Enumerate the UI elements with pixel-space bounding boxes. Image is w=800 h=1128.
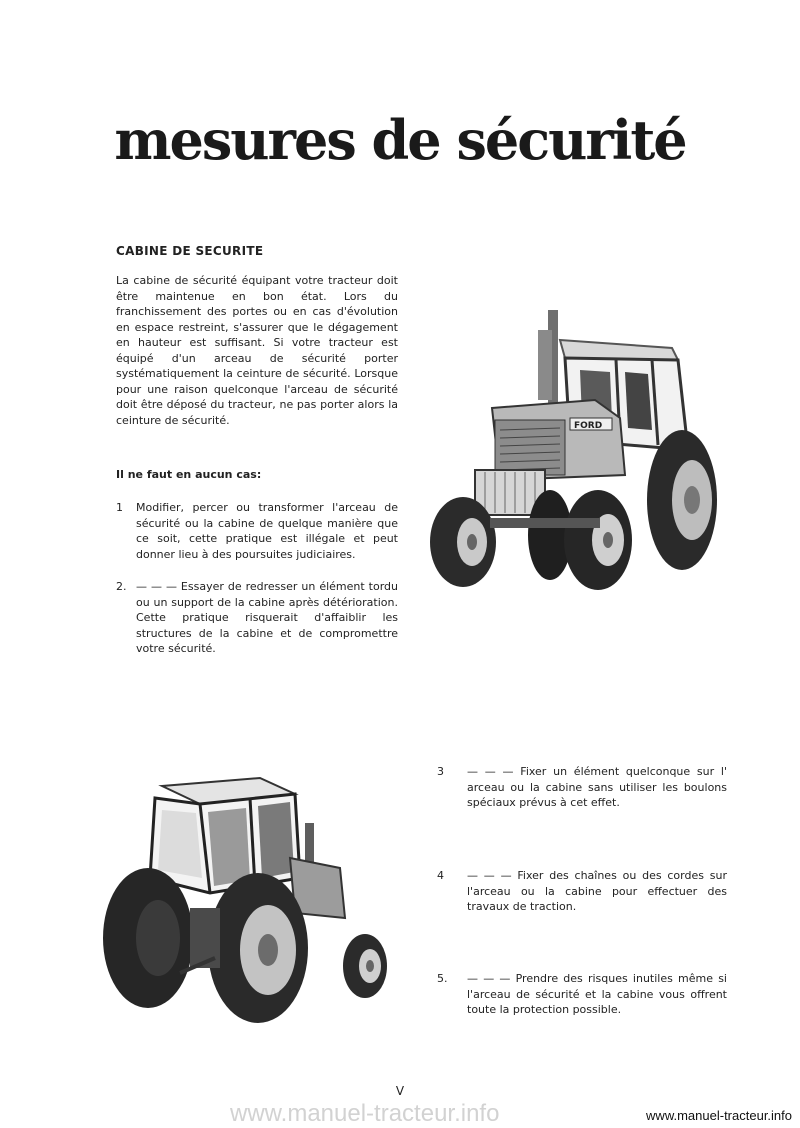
tractor-front-photo [420,300,720,596]
page-number: V [395,1084,405,1098]
ford-logo: FORD [574,421,603,431]
list-item-text: — — — Fixer des chaînes ou des cordes sur l'arceau ou la cabine pour effectuer des travaux de traction. [467,869,727,913]
list-item-text: — — — Prendre des risques inutiles même si l'arceau de sécurité et la cabine vous offrent toute la protection possible. [467,972,727,1016]
watermark-center: www.manuel-tracteur.info [230,1100,500,1127]
warning-subheading: Il ne faut en aucun cas: [116,468,262,481]
page-title: mesures de sécurité [114,108,686,172]
list-item-text: — — — Fixer un élément quelconque sur l' arceau ou la cabine sans utiliser les boulons spéciaux prévus à cet effet. [467,765,727,809]
list-item-number: 1 [116,501,123,514]
watermark-right: www.manuel-tracteur.info [646,1108,792,1123]
tractor-rear-photo [100,768,395,1028]
list-item-number: 5. [437,972,448,985]
list-item-number: 4 [437,869,444,882]
section-heading: CABINE DE SECURITE [116,244,264,258]
list-item-number: 2. [116,580,127,593]
list-item-text: Modifier, percer ou transformer l'arceau de sécurité ou la cabine de quelque manière que ce soit, cette pratique est illégale et peut donner lieu à des poursuites judiciaires. [136,501,398,561]
list-item-number: 3 [437,765,444,778]
list-item-text: — — — Essayer de redresser un élément tordu ou un support de la cabine après détérioration. Cette pratique risquerait d'affaiblir les structures de la cabine et de compromettre votre sécurité. [136,580,398,655]
intro-paragraph: La cabine de sécurité équipant votre tracteur doit être maintenue en bon état. Lors du franchissement des portes ou en cas d'évolution en espace restreint, s'assurer que le dégagement en hauteur est suffisant. Si votre tracteur est équipé d'un arceau de sécurité porter systématiquement la ceinture de sécurité. Lorsque pour une raison quelconque l'arceau de sécurité doit être déposé du tracteur, ne pas porter alors la ceinture de sécurité. [116,274,398,427]
